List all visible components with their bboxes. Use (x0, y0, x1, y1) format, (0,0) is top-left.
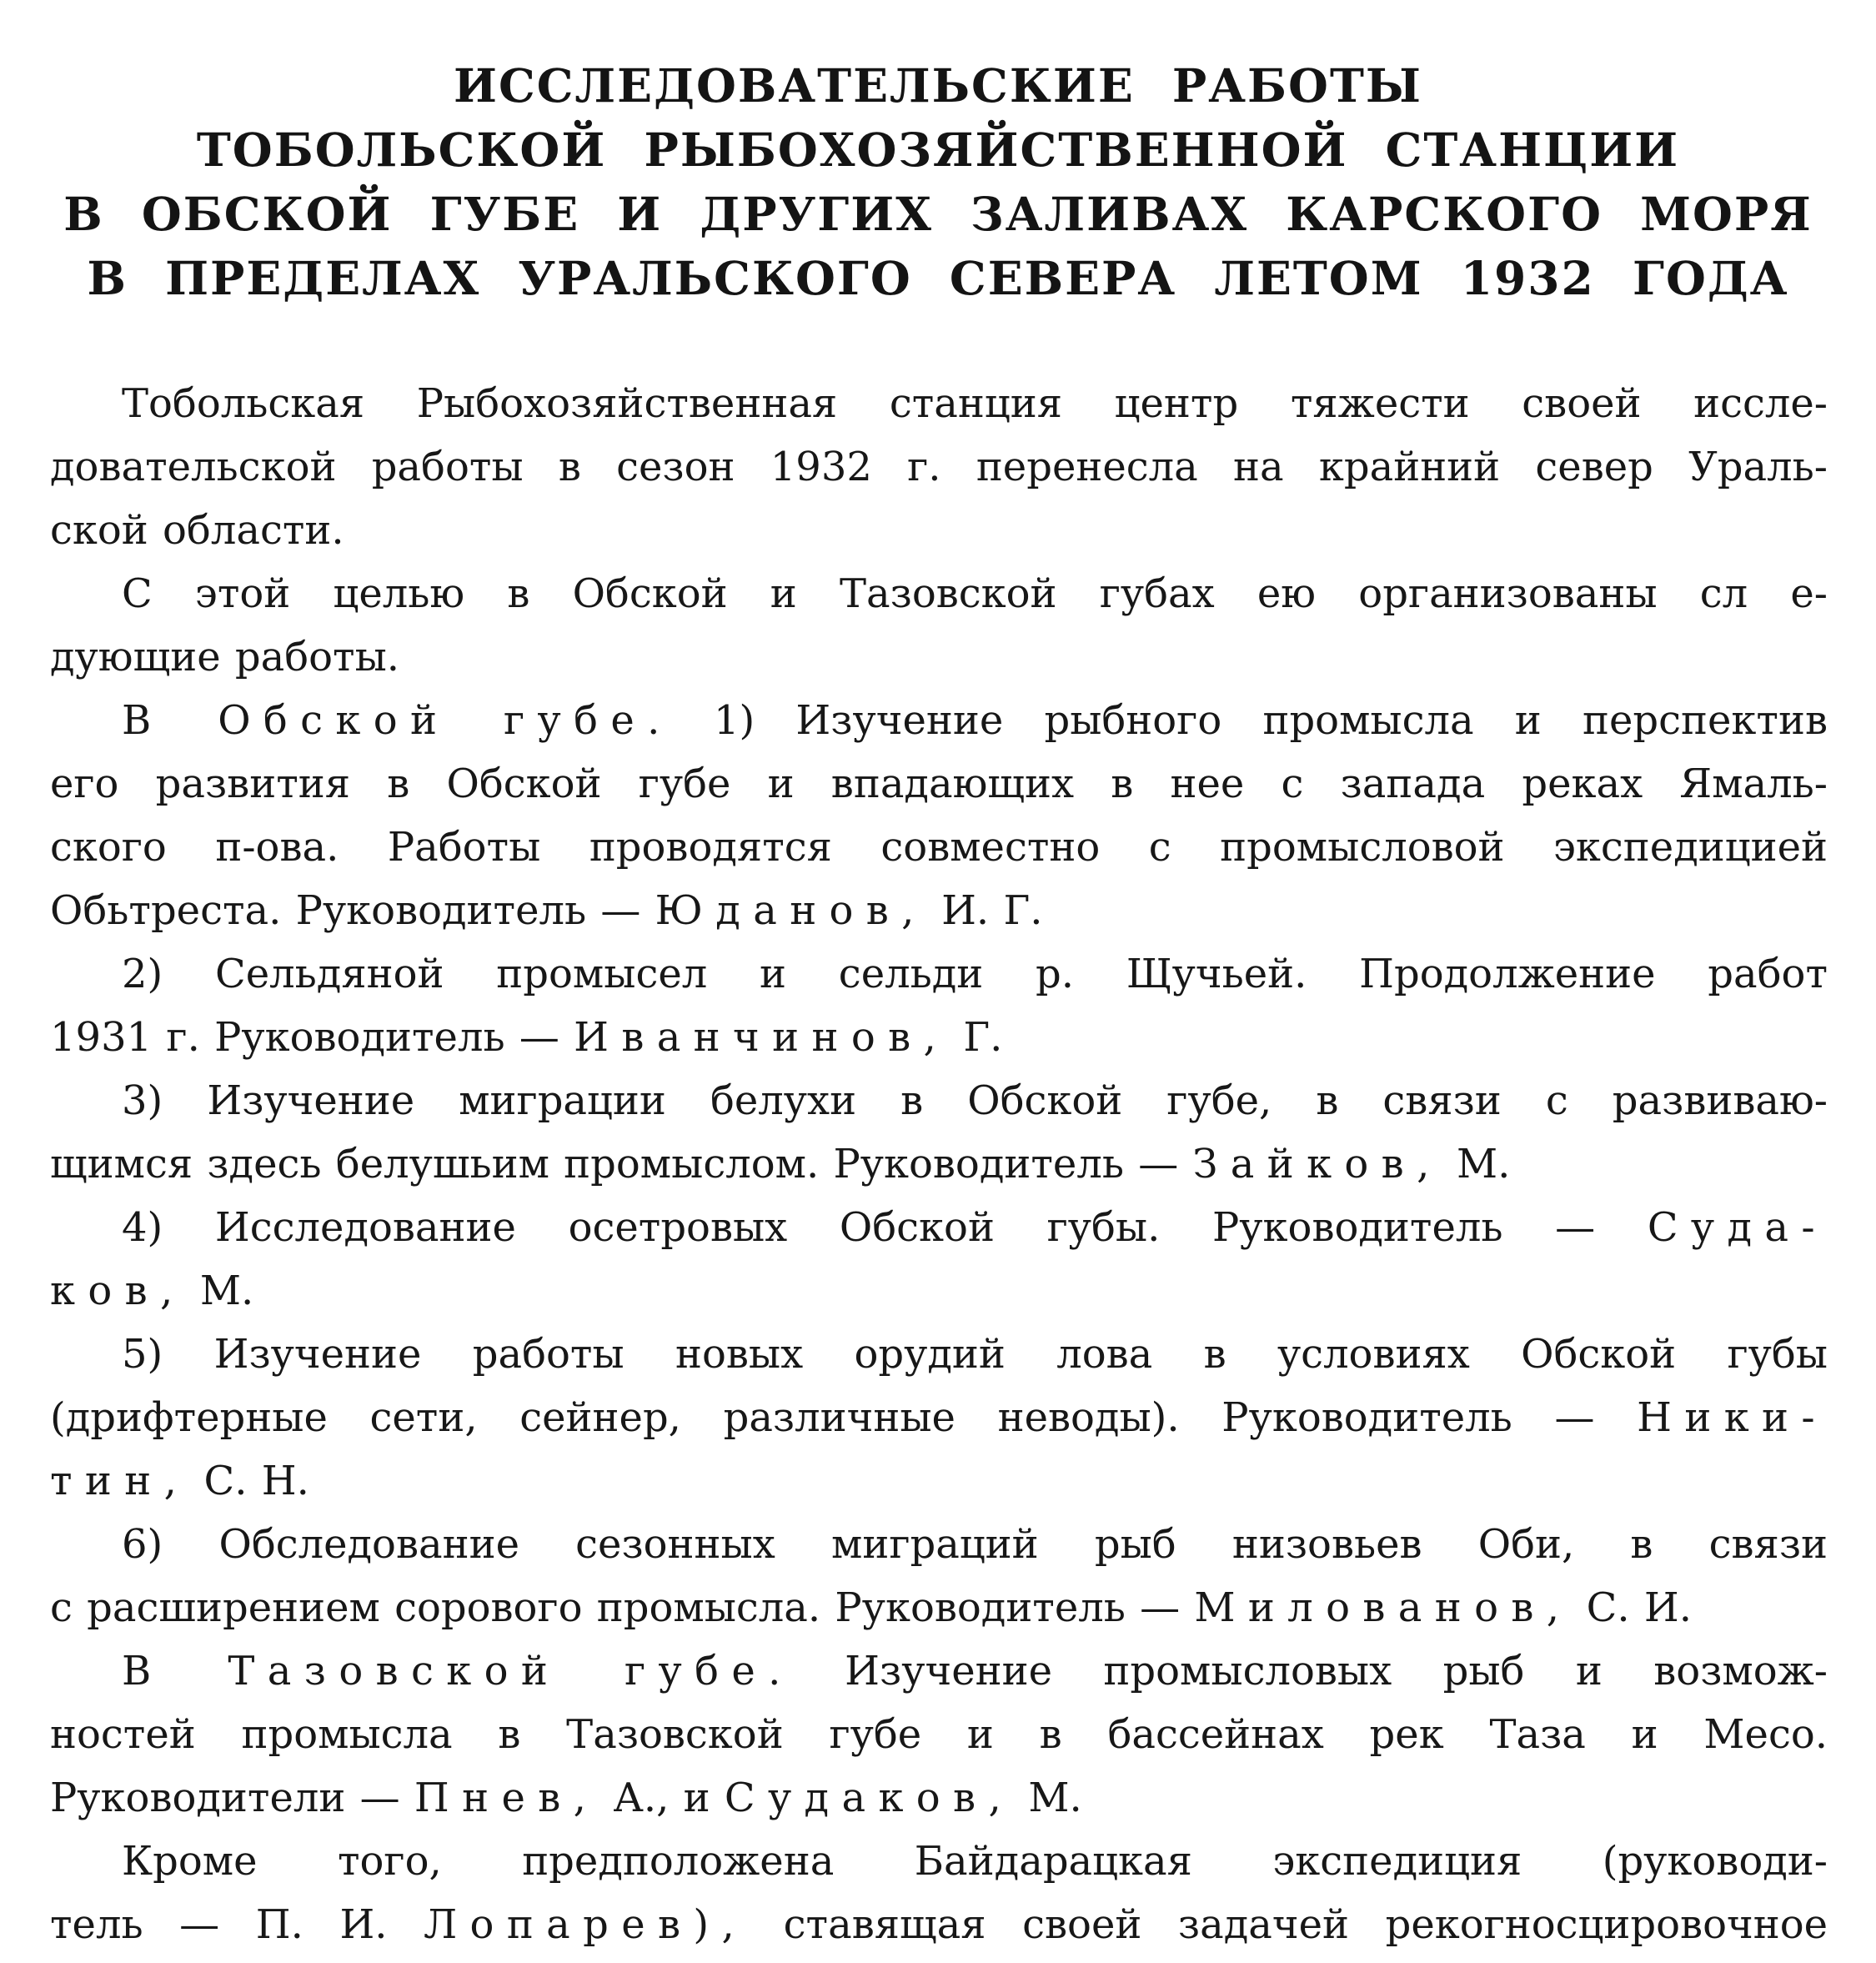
letterspaced-text: Зайков, (1192, 1141, 1442, 1187)
document-title (0, 0, 1876, 310)
text-segment: С. Н. (189, 1458, 309, 1504)
text-segment: ностей промысла в Тазовской губе и в бассейнах рек Таза и Месо. (50, 1711, 1828, 1758)
text-line (50, 562, 1828, 625)
text-segment: А., и (599, 1775, 725, 1821)
text-line (50, 1006, 1828, 1069)
letterspaced-text: Суда- (1647, 1204, 1828, 1251)
letterspaced-text: Юданов, (655, 887, 927, 934)
paragraph (50, 372, 1828, 562)
paragraph (50, 942, 1828, 1069)
text-line (50, 1576, 1828, 1639)
text-segment: М. (185, 1268, 254, 1314)
paragraph (50, 1323, 1828, 1513)
text-segment: И. Г. (926, 887, 1043, 934)
title-line: В ПРЕДЕЛАХ УРАЛЬСКОГО СЕВЕРА ЛЕТОМ 1932 ГОДА (87, 251, 1789, 305)
text-line (50, 372, 1828, 435)
text-segment: С этой целью в Обской и Тазовской губах ею организованы сл е- (122, 570, 1828, 617)
text-segment: Обьтреста. Руководитель — (50, 887, 655, 934)
text-line (50, 1639, 1828, 1703)
text-line (50, 1893, 1828, 1956)
text-segment: Изучение промысловых рыб и возмож- (793, 1648, 1828, 1694)
letterspaced-text: Пнев, (414, 1775, 599, 1821)
text-line (50, 1196, 1828, 1259)
paragraph (50, 562, 1828, 689)
letterspaced-text: тин, (50, 1458, 190, 1504)
letterspaced-text: ков, (50, 1268, 186, 1314)
text-segment: Г. (949, 1014, 1003, 1061)
text-segment: ской области. (50, 507, 344, 554)
text-segment: довательской работы в сезон 1932 г. перенесла на крайний север Ураль- (50, 444, 1828, 490)
text-segment: (дрифтерные сети, сейнер, различные неводы). Руководитель — (50, 1394, 1638, 1441)
text-segment: щимся здесь белушьим промыслом. Руководитель — (50, 1141, 1193, 1187)
text-line (50, 435, 1828, 499)
text-line (50, 625, 1828, 689)
text-segment: ставящая своей задачей рекогносцировочное (747, 1901, 1828, 1948)
text-segment: М. (1014, 1775, 1082, 1821)
letterspaced-text: Милованов, (1194, 1584, 1573, 1631)
text-segment: Тобольская Рыбохозяйственная станция центр тяжести своей иссле- (122, 380, 1828, 427)
paragraph (50, 1830, 1828, 1956)
document-body (0, 372, 1876, 1956)
paragraph (50, 1513, 1828, 1639)
text-line (50, 1132, 1828, 1196)
text-line (50, 879, 1828, 942)
letterspaced-text: Ники- (1637, 1394, 1828, 1441)
text-line (50, 816, 1828, 879)
text-line (50, 1323, 1828, 1386)
text-segment: М. (1442, 1141, 1511, 1187)
letterspaced-text: В Тазовской губе. (122, 1648, 794, 1694)
title-line: В ОБСКОЙ ГУБЕ И ДРУГИХ ЗАЛИВАХ КАРСКОГО МОРЯ (63, 187, 1813, 241)
text-segment: его развития в Обской губе и впадающих в нее с запада реках Ямаль- (50, 761, 1828, 807)
text-line (50, 1386, 1828, 1449)
text-line (50, 1259, 1828, 1323)
text-segment: дующие работы. (50, 634, 400, 680)
text-line (50, 1449, 1828, 1513)
letterspaced-text: В Обской губе. (122, 697, 673, 744)
text-line (50, 1069, 1828, 1132)
text-segment: Руководители — (50, 1775, 414, 1821)
text-line (50, 689, 1828, 752)
text-line (50, 752, 1828, 816)
paragraph (50, 689, 1828, 942)
text-line (50, 1766, 1828, 1830)
letterspaced-text: Лопарев), (424, 1901, 748, 1948)
text-line (50, 499, 1828, 562)
text-segment: 3) Изучение миграции белухи в Обской губе, в связи с развиваю- (122, 1077, 1828, 1124)
text-segment: С. И. (1572, 1584, 1692, 1631)
letterspaced-text: Иванчинов, (574, 1014, 950, 1061)
text-line (50, 1703, 1828, 1766)
title-line: ТОБОЛЬСКОЙ РЫБОХОЗЯЙСТВЕННОЙ СТАНЦИИ (196, 123, 1680, 177)
text-segment: с расширением сорового промысла. Руководитель — (50, 1584, 1195, 1631)
text-segment: 4) Исследование осетровых Обской губы. Руководитель — (122, 1204, 1648, 1251)
paragraph (50, 1069, 1828, 1196)
title-line: ИССЛЕДОВАТЕЛЬСКИЕ РАБОТЫ (454, 58, 1422, 113)
text-segment: Кроме того, предположена Байдарацкая экспедиция (руководи- (122, 1838, 1828, 1885)
text-segment: 1931 г. Руководитель — (50, 1014, 574, 1061)
paragraph (50, 1196, 1828, 1323)
text-segment: 1) Изучение рыбного промысла и перспектив (672, 697, 1828, 744)
letterspaced-text: Судаков, (724, 1775, 1015, 1821)
text-line (50, 1830, 1828, 1893)
text-segment: 2) Сельдяной промысел и сельди р. Щучьей. Продолжение работ (122, 951, 1828, 997)
text-segment: 5) Изучение работы новых орудий лова в условиях Обской губы (122, 1331, 1828, 1378)
text-segment: ского п-ова. Работы проводятся совместно с промысловой экспедицией (50, 824, 1828, 871)
text-segment: тель — П. И. (50, 1901, 424, 1948)
text-line (50, 1513, 1828, 1576)
paragraph (50, 1639, 1828, 1830)
text-line (50, 942, 1828, 1006)
text-segment: 6) Обследование сезонных миграций рыб низовьев Оби, в связи (122, 1521, 1828, 1568)
